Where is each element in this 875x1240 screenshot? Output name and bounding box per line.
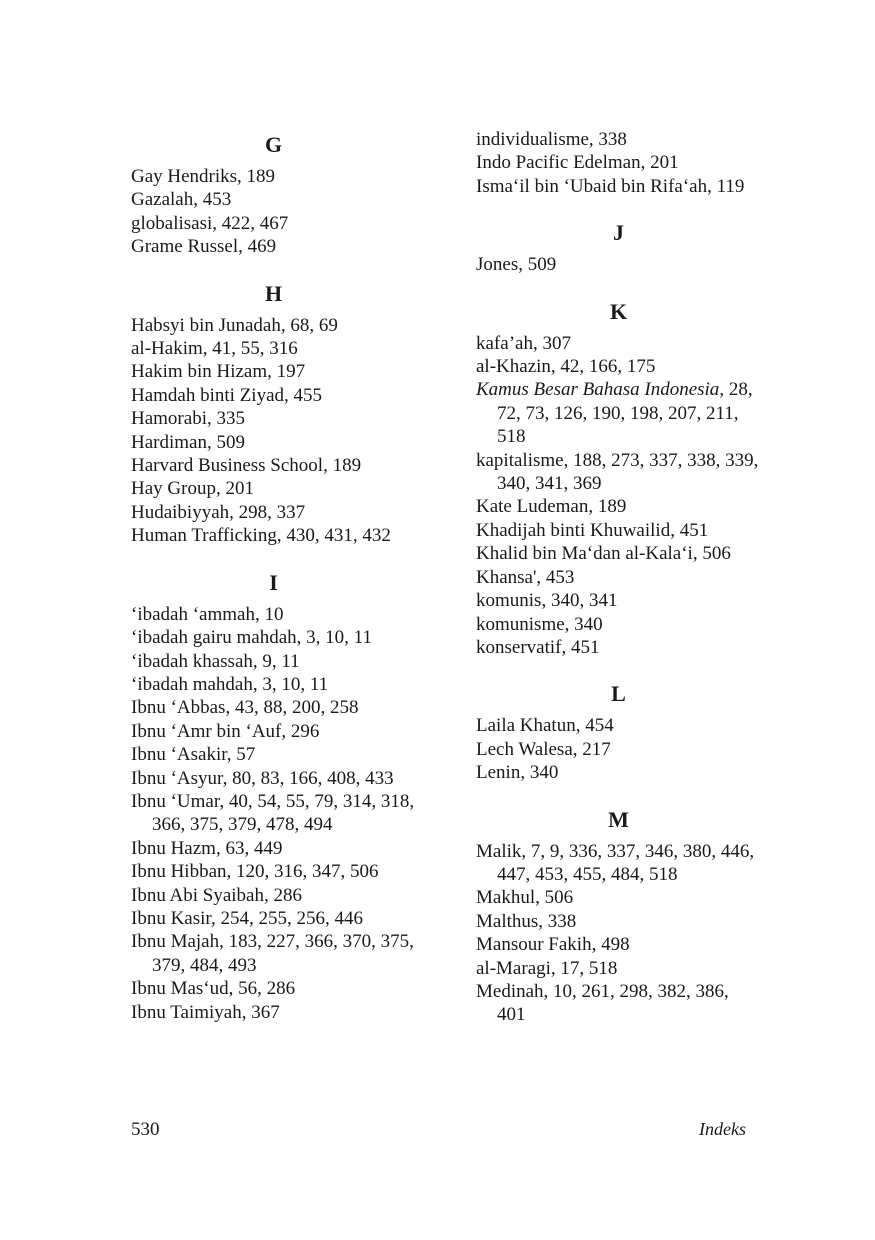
index-entry: Hudaibiyyah, 298, 337 — [131, 501, 306, 523]
kbbi-pages: , 28, 72, 73, 126, 190, 198, 207, 211, 518 — [497, 379, 753, 448]
running-footer-title: Indeks — [699, 1119, 746, 1139]
index-entry: Isma‘il bin ‘Ubaid bin Rifa‘ah, 119 — [476, 175, 745, 197]
entries-i-continued — [476, 128, 761, 198]
index-entry: Ibnu Abi Syaibah, 286 — [131, 884, 302, 906]
index-entry: Ibnu Mas‘ud, 56, 286 — [131, 978, 296, 1000]
index-entry: kapitalisme, 188, 273, 337, 338, 339, 340, 341, 369 — [476, 449, 759, 495]
index-entry: al-Khazin, 42, 166, 175 — [476, 356, 656, 378]
index-entry: ‘ibadah ‘ammah, 10 — [131, 603, 284, 625]
section-letter-h: H — [264, 280, 283, 306]
index-entry: Makhul, 506 — [476, 887, 574, 909]
index-entry: Habsyi bin Junadah, 68, 69 — [131, 314, 338, 336]
index-entry: Ibnu Kasir, 254, 255, 256, 446 — [131, 907, 363, 929]
section-letter-k: K — [609, 298, 628, 324]
index-entry: Ibnu Majah, 183, 227, 366, 370, 375, 379, 484, 493 — [131, 931, 414, 976]
right-column — [476, 128, 761, 1027]
index-entry: Khalid bin Ma‘dan al-Kala‘i, 506 — [476, 543, 731, 565]
index-entry: Ibnu Hazm, 63, 449 — [131, 837, 283, 859]
index-entry: Ibnu ‘Asyur, 80, 83, 166, 408, 433 — [131, 767, 394, 789]
index-entry: Hakim bin Hizam, 197 — [131, 361, 306, 383]
index-entry: konservatif, 451 — [476, 636, 600, 658]
index-entry: al-Hakim, 41, 55, 316 — [131, 338, 298, 360]
index-entry: Hay Group, 201 — [131, 478, 254, 500]
index-entry: Hardiman, 509 — [131, 431, 245, 453]
index-entry: Ibnu ‘Umar, 40, 54, 55, 79, 314, 318, 366, 375, 379, 478, 494 — [131, 790, 415, 836]
entries-k — [476, 332, 761, 660]
kbbi-title: Kamus Besar Bahasa Indonesia — [476, 379, 720, 401]
index-entry: Medinah, 10, 261, 298, 382, 386, 401 — [476, 980, 729, 1026]
entries-h — [131, 314, 416, 548]
index-entry: Lenin, 340 — [476, 762, 559, 784]
index-entry: Kate Ludeman, 189 — [476, 496, 627, 518]
index-entry: Ibnu Hibban, 120, 316, 347, 506 — [131, 861, 379, 883]
entries-i — [131, 603, 416, 1024]
section-letter-m: M — [608, 806, 629, 832]
section-letter-i: I — [269, 569, 278, 595]
index-entry: individualisme, 338 — [476, 129, 627, 150]
index-entry: ‘ibadah gairu mahdah, 3, 10, 11 — [131, 627, 372, 649]
index-entry: Gay Hendriks, 189 — [131, 166, 276, 187]
index-entry: Grame Russel, 469 — [131, 236, 277, 258]
index-entry: Lech Walesa, 217 — [476, 738, 611, 760]
section-letter-j: J — [613, 220, 624, 246]
index-entry: Jones, 509 — [476, 254, 557, 276]
index-entry: Harvard Business School, 189 — [131, 455, 362, 477]
index-entry: al-Maragi, 17, 518 — [476, 957, 618, 979]
index-entry: Khadijah binti Khuwailid, 451 — [476, 519, 709, 541]
index-entry: Gazalah, 453 — [131, 189, 232, 211]
index-entry: Malthus, 338 — [476, 910, 577, 932]
index-entry: ‘ibadah mahdah, 3, 10, 11 — [131, 673, 329, 695]
index-entry: Hamdah binti Ziyad, 455 — [131, 384, 323, 406]
entries-j — [476, 253, 761, 276]
index-entry: kafa’ah, 307 — [476, 332, 571, 354]
index-entry: komunisme, 340 — [476, 613, 603, 635]
index-entry: ‘ibadah khassah, 9, 11 — [131, 650, 300, 672]
entries-m — [476, 840, 761, 1027]
index-entry: Human Trafficking, 430, 431, 432 — [131, 525, 391, 547]
index-entry: globalisasi, 422, 467 — [131, 212, 289, 234]
page-number: 530 — [131, 1119, 160, 1140]
section-letter-l: L — [611, 681, 626, 707]
index-entry: Hamorabi, 335 — [131, 408, 245, 430]
index-entry: Malik, 7, 9, 336, 337, 346, 380, 446, 447, 453, 455, 484, 518 — [476, 840, 755, 885]
left-column — [131, 128, 416, 1024]
entries-g — [131, 165, 416, 259]
entries-l — [476, 714, 761, 784]
index-entry: Ibnu Taimiyah, 367 — [131, 1001, 280, 1023]
index-entry: komunis, 340, 341 — [476, 590, 618, 612]
section-letter-g: G — [264, 132, 283, 157]
index-entry: Laila Khatun, 454 — [476, 715, 614, 737]
index-entry: Mansour Fakih, 498 — [476, 934, 630, 956]
index-entry: Khansa', 453 — [476, 566, 575, 588]
index-entry-kbbi — [476, 378, 761, 448]
index-entry: Ibnu ‘Asakir, 57 — [131, 744, 256, 766]
index-entry: Ibnu ‘Abbas, 43, 88, 200, 258 — [131, 697, 359, 719]
index-entry: Indo Pacific Edelman, 201 — [476, 152, 679, 174]
index-entry: Ibnu ‘Amr bin ‘Auf, 296 — [131, 720, 320, 742]
